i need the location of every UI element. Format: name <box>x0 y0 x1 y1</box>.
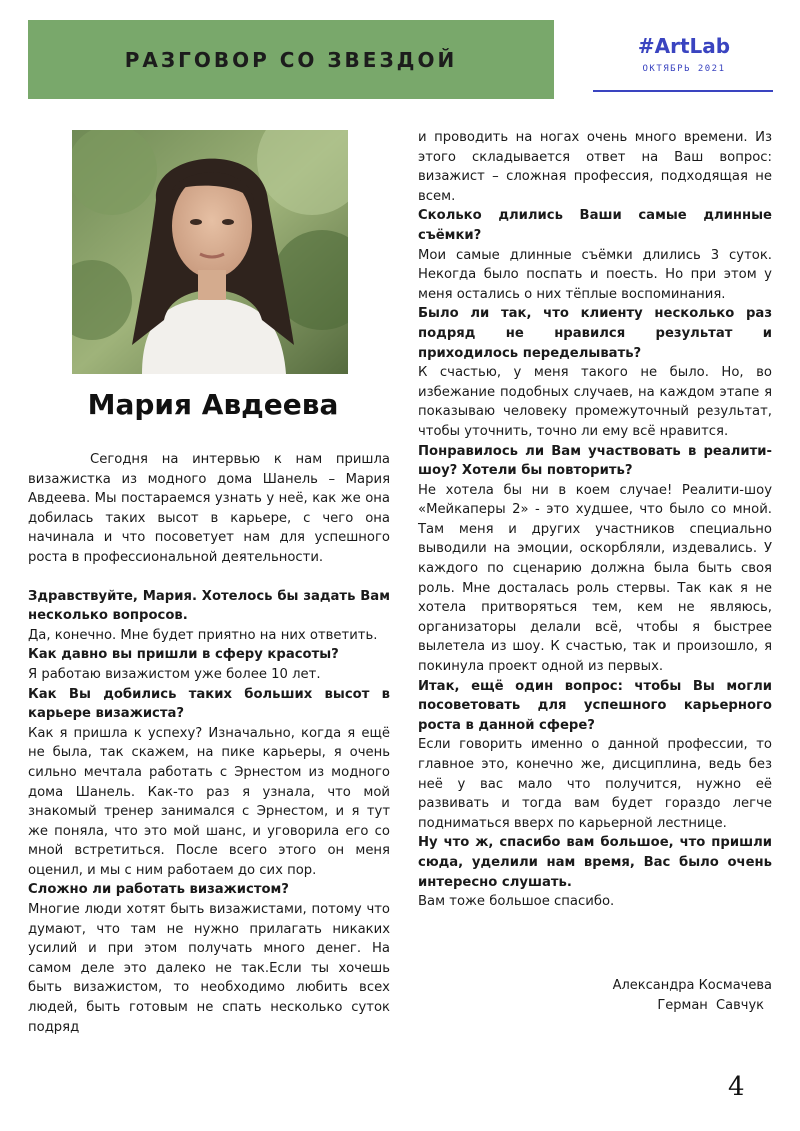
interviewee-photo <box>72 130 348 374</box>
question: Было ли так, что клиенту несколько раз подряд не нравился результат и приходилось переделывать? <box>418 306 772 361</box>
question: Как давно вы пришли в сферу красоты? <box>28 647 339 663</box>
brand-underline <box>593 90 773 92</box>
author-name: Герман Савчук <box>657 998 764 1013</box>
answer-continuation: и проводить на ногах очень много времени. Из этого складывается ответ на Ваш вопрос: визажист – сложная профессия, подходящая не всем. <box>418 130 772 204</box>
author-name: Александра Космачева <box>612 978 772 993</box>
question: Сложно ли работать визажистом? <box>28 882 289 898</box>
answer: Да, конечно. Мне будет приятно на них ответить. <box>28 627 378 643</box>
brand-block <box>596 34 772 74</box>
brand-logo: #ArtLab <box>637 34 731 58</box>
section-banner <box>28 20 554 99</box>
right-column <box>418 128 772 912</box>
question: Здравствуйте, Мария. Хотелось бы задать Вам несколько вопросов. <box>28 588 390 624</box>
question: Понравилось ли Вам участвовать в реалити-шоу? Хотели бы повторить? <box>418 443 772 479</box>
question: Сколько длились Ваши самые длинные съёмки? <box>418 208 772 243</box>
intro-paragraph: Сегодня на интервью к нам пришла визажистка из модного дома Шанель – Мария Авдеева. Мы постараемся узнать у неё, как же она добилась таких высот в карьере, с чего она начинала и что посоветует нам для успешного роста в профессиональной деятельности. <box>28 452 390 565</box>
answer: Не хотела бы ни в коем случае! Реалити-шоу «Мейкаперы 2» - это худшее, что было со мной. Там меня и других участников специально выводили на эмоции, оскорбляли, издевались. У каждого по сценарию должна была быть своя роль. Мне досталась роль стервы. Так как я не хотела притворяться тем, кем не являюсь, организаторы делали всё, чтобы я быстрее вылетела из шоу. К счастью, так и произошло, я покинула проект одной из первых. <box>418 482 772 675</box>
question: Итак, ещё один вопрос: чтобы Вы могли посоветовать для успешного карьерного роста в данной сфере? <box>418 678 772 733</box>
interviewee-name: Мария Авдеева <box>87 388 339 421</box>
left-column <box>28 450 390 1037</box>
issue-date: ОКТЯБРЬ 2021 <box>642 64 726 74</box>
answer: Вам тоже большое спасибо. <box>418 894 615 910</box>
question: Ну что ж, спасибо вам большое, что пришли сюда, уделили нам время, Вас было очень интересно слушать. <box>418 835 772 890</box>
answer: Многие люди хотят быть визажистами, потому что думают, что там не нужно прилагать никаких усилий и при этом получать много денег. На самом деле это далеко не так.Если ты хочешь быть визажистом, то необходимо любить всех людей, быть готовым не спать несколько суток подряд <box>28 902 390 1035</box>
answer: К счастью, у меня такого не было. Но, во избежание подобных случаев, на каждом этапе я показываю человеку промежуточный результат, чтобы уточнить, точно ли ему всё нравится. <box>418 365 772 439</box>
question: Как Вы добились таких больших высот в карьере визажиста? <box>28 686 390 722</box>
page-number: 4 <box>728 1072 745 1102</box>
section-title: РАЗГОВОР СО ЗВЕЗДОЙ <box>124 47 458 72</box>
answer: Если говорить именно о данной профессии, то главное это, конечно же, дисциплина, ведь без неё у вас мало что получится, нужно её развивать и тогда вам будет гораздо легче подниматься вверх по карьерной лестнице. <box>418 737 772 831</box>
answer: Как я пришла к успеху? Изначально, когда я ещё не была, так скажем, на пике карьеры, я очень сильно мечтала работать с Эрнестом из модного дома Шанель. Как-то раз я узнала, что мой знакомый тренер занимался с Эрнестом, и я тут же поняла, что это мой шанс, и уговорила его со мной встретиться. После всего этого он меня оценил, и мы с ним работаем до сих пор. <box>28 725 390 878</box>
answer: Я работаю визажистом уже более 10 лет. <box>28 666 321 682</box>
answer: Мои самые длинные съёмки длились 3 суток. Некогда было поспать и поесть. Но при этом у меня остались о них тёплые воспоминания. <box>418 247 772 302</box>
authors-block <box>560 976 772 1016</box>
